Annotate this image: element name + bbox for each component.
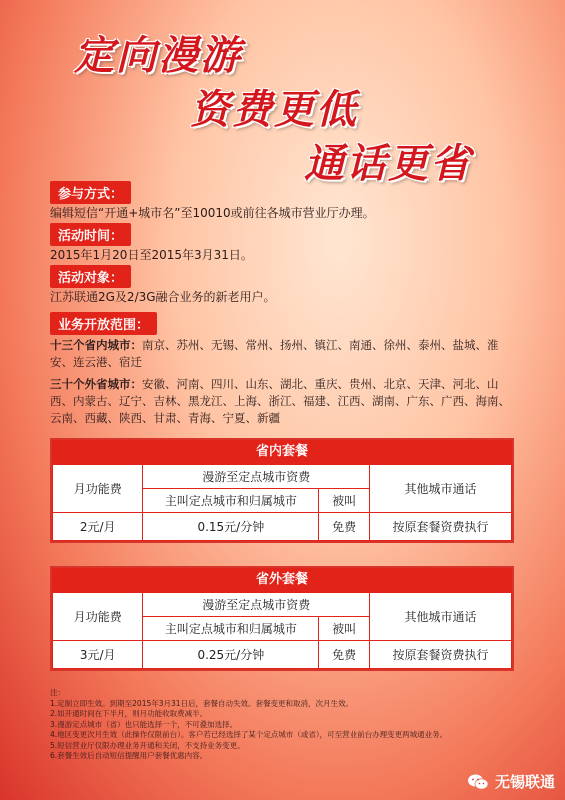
audience-text: 江苏联通2G及2/3G融合业务的新老用户。 <box>50 290 276 304</box>
domestic-cities-list: 南京、苏州、无锡、常州、扬州、镇江、南通、徐州、泰州、盐城、淮安、连云港、宿迁 <box>50 338 499 369</box>
period-text: 2015年1月20日至2015年3月31日。 <box>50 248 253 262</box>
other-rate: 按原套餐资费执行 <box>369 641 511 669</box>
domestic-cities <box>50 337 520 371</box>
outgoing-rate: 0.25元/分钟 <box>143 641 319 669</box>
participation-text: 编辑短信“开通+城市名”至10010或前往各城市营业厅办理。 <box>50 206 375 220</box>
outside-cities-label: 三十个外省城市： <box>50 377 142 391</box>
wechat-icon <box>467 773 489 791</box>
header-roaming-rate: 漫游至定点城市资费 <box>143 593 370 617</box>
audience-label: 活动对象： <box>50 265 131 288</box>
header-monthly-fee: 月功能费 <box>53 593 143 641</box>
fee-value: 3元/月 <box>53 641 143 669</box>
note-line: 2.如开通时间在下半月，则月功能收取费减半。 <box>50 709 208 718</box>
footnotes <box>50 688 520 762</box>
brand-name: 无锡联通 <box>494 773 555 791</box>
participation-label: 参与方式： <box>50 181 131 204</box>
note-line: 4.地区变更次月生效（此操作仅限前台）。客户若已经选择了某个定点城市（或省），可至营业前台办理变更两城通业务。 <box>50 730 448 739</box>
header-monthly-fee: 月功能费 <box>53 465 143 513</box>
other-rate: 按原套餐资费执行 <box>369 513 511 541</box>
headline-line-1: 定向漫游 <box>74 33 242 79</box>
period-label: 活动时间： <box>50 223 131 246</box>
outside-cities-list: 安徽、河南、四川、山东、湖北、重庆、贵州、北京、天津、河北、山西、内蒙古、辽宁、吉林、黑龙江、上海、浙江、福建、江西、湖南、广东、广西、海南、云南、西藏、陕西、甘肃、青海、宁夏、新疆 <box>50 377 510 425</box>
outside-cities <box>50 376 520 427</box>
package-title: 省外套餐 <box>52 568 512 592</box>
headline-line-3: 通话更省 <box>304 141 472 187</box>
package-domestic <box>50 438 514 543</box>
header-outgoing: 主叫定点城市和归属城市 <box>143 489 319 513</box>
package-title: 省内套餐 <box>52 440 512 464</box>
scope-label: 业务开放范围： <box>50 312 157 335</box>
header-other-cities: 其他城市通话 <box>369 593 511 641</box>
brand-watermark <box>467 771 555 792</box>
note-line: 6.套餐生效后自动短信提醒用户套餐优惠内容。 <box>50 751 208 760</box>
note-line: 5.短信营业厅仅限办理业务开通和关闭，不支持业务变更。 <box>50 740 245 750</box>
header-outgoing: 主叫定点城市和归属城市 <box>143 617 319 641</box>
header-roaming-rate: 漫游至定点城市资费 <box>143 465 370 489</box>
note-line: 注： <box>50 688 65 697</box>
header-other-cities: 其他城市通话 <box>369 465 511 513</box>
fee-value: 2元/月 <box>53 513 143 541</box>
header-incoming: 被叫 <box>319 617 370 641</box>
note-line: 3.漫游定点城市（省）也只能选择一个，不可叠加选择。 <box>50 719 238 729</box>
domestic-cities-label: 十三个省内城市： <box>50 338 142 352</box>
incoming-rate: 免费 <box>319 641 370 669</box>
headline-line-2: 资费更低 <box>190 87 358 133</box>
package-outside <box>50 566 514 671</box>
header-incoming: 被叫 <box>319 489 370 513</box>
incoming-rate: 免费 <box>319 513 370 541</box>
outgoing-rate: 0.15元/分钟 <box>143 513 319 541</box>
note-line: 1.定制立即生效。到期至2015年3月31日后，套餐自动失效。套餐变更和取消，次月生效。 <box>50 698 354 708</box>
